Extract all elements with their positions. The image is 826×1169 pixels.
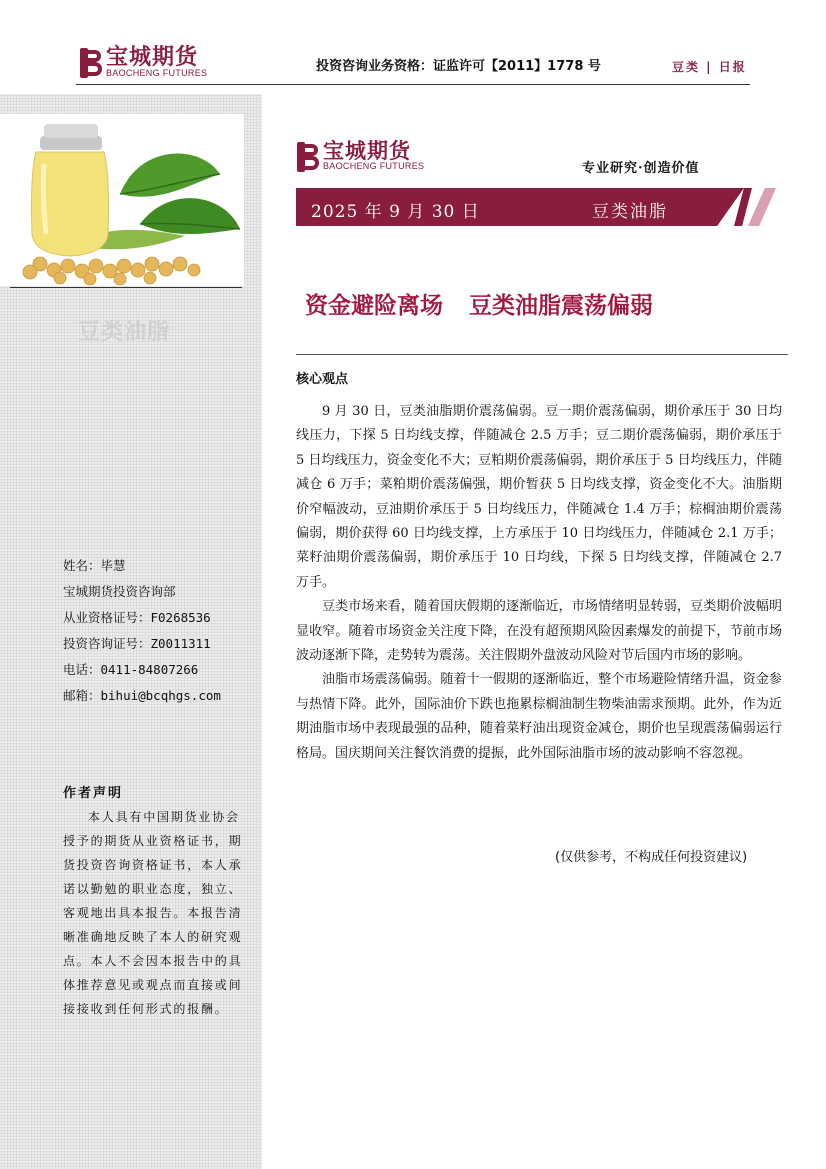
sidebar-category-title: 豆类油脂 [78, 320, 171, 345]
analyst-department: 宝城期货投资咨询部 [63, 584, 176, 599]
soybean-oil-illustration-icon [0, 114, 244, 286]
body-paragraph: 9 月 30 日，豆类油脂期价震荡偏弱。豆一期价震荡偏弱，期价承压于 30 日均线压力，下探 5 日均线支撑，伴随减仓 2.5 万手；豆二期价震荡偏弱，期价承压于 5 日均线压力，资金变化不大；豆粕期价震荡偏弱，期价承压于 5 日均线压力，伴随减仓 6 万手；菜粕期价震荡偏强，期价暂获 5 日均线支撑，资金变化不大。油脂期价窄幅波动，豆油期价承压于 5 日均线压力，伴随减仓 1.4 万手；棕榈油期价震荡偏弱，期价获得 60 日均线支撑，上方承压于 10 日均线压力，伴随减仓 2.1 万手；菜籽油期价震荡偏弱，期价承压于 10 日均线，下探 5 日均线支撑，伴随减仓 2.7 万手。 [296, 404, 782, 590]
analyst-phone: 电话：0411-84807266 [63, 662, 199, 677]
disclaimer-text: 本人具有中国期货业协会授予的期货从业资格证书，期货投资咨询资格证书，本人承诺以勤勉的职业态度，独立、客观地出具本报告。本报告清晰准确地反映了本人的研究观点。本人不会因本报告中的具体推荐意见或观点而直接或间接接收到任何形式的报酬。 [63, 810, 243, 1016]
headline-part2: 豆类油脂震荡偏弱 [469, 293, 653, 319]
body-paragraph: 油脂市场震荡偏弱。随着十一假期的逐渐临近，整个市场避险情绪升温，资金参与热情下降。此外，国际油价下跌也拖累棕榈油制生物柴油需求预期。此外，作为近期油脂市场中表现最强的品种，随着菜籽油出现资金减仓，期价也呈现震荡偏弱运行格局。国庆期间关注餐饮消费的提振，此外国际油脂市场的波动影响不容忽视。 [296, 672, 782, 761]
slogan: 专业研究·创造价值 [582, 161, 700, 176]
soybean-oil-photo [0, 114, 244, 286]
main-logo-mark-icon [297, 142, 319, 170]
report-category: 豆类油脂 [592, 202, 668, 222]
company-logo [80, 46, 207, 79]
body-paragraph: 豆类市场来看，随着国庆假期的逐渐临近，市场情绪明显转弱，豆类期价波幅明显收窄。随着市场资金关注度下降，在没有超预期风险因素爆发的前提下，节前市场波动逐渐下降，走势转为震荡。关注假期外盘波动风险对节后国内市场的影响。 [296, 599, 782, 664]
report-body [296, 400, 782, 766]
analyst-consult-license: 投资咨询证号：Z0011311 [63, 636, 211, 651]
report-date: 2025 年 9 月 30 日 [311, 202, 480, 222]
banner-stripe-light-icon [748, 188, 776, 226]
logo-name-en: BAOCHENG FUTURES [106, 68, 208, 78]
date-banner [296, 188, 756, 226]
core-view-label: 核心观点 [296, 372, 349, 387]
sidebar [0, 94, 262, 1169]
page-header [0, 0, 826, 92]
header-divider [76, 84, 750, 85]
analyst-info [63, 556, 221, 712]
main-logo-name-en: BAOCHENG FUTURES [323, 161, 425, 171]
main-logo [297, 140, 424, 172]
analyst-email[interactable]: 邮箱：bihui@bcqhgs.com [63, 688, 221, 703]
disclaimer-note: (仅供参考，不构成任何投资建议) [555, 850, 748, 865]
report-type-tag: 豆类 | 日报 [672, 60, 747, 74]
disclaimer-title: 作者声明 [63, 786, 124, 801]
headline-divider [296, 354, 788, 355]
analyst-license: 从业资格证号：F0268536 [63, 610, 211, 625]
analyst-name: 姓名：毕慧 [63, 558, 126, 573]
photo-divider [10, 287, 242, 288]
qualification-text: 投资咨询业务资格：证监许可【2011】1778 号 [316, 59, 601, 74]
logo-name-cn: 宝城期货 [106, 44, 199, 70]
logo-mark-icon [80, 48, 102, 78]
headline-part1: 资金避险离场 [305, 293, 443, 319]
main-logo-name-cn: 宝城期货 [323, 138, 411, 163]
report-headline [305, 287, 653, 320]
